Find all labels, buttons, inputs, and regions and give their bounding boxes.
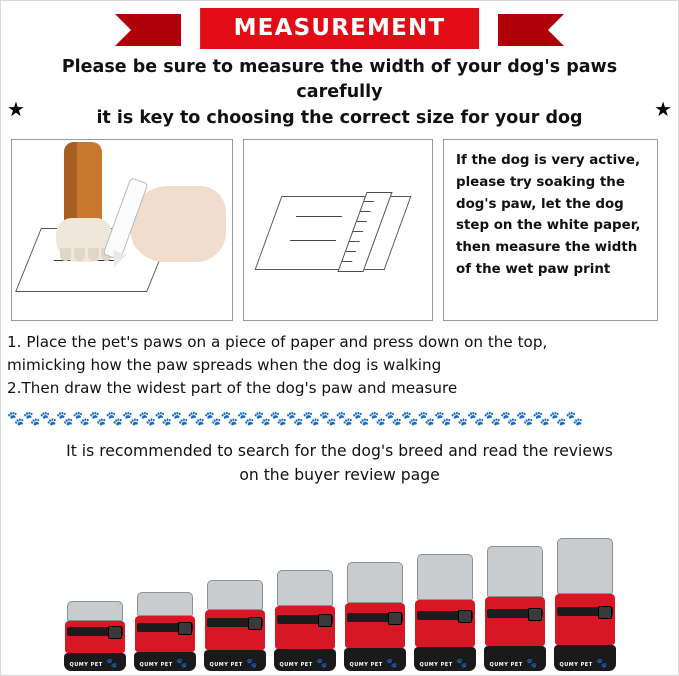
paw-toe-icon <box>88 248 99 261</box>
boot-product-image <box>484 546 546 671</box>
panel-ruler-illustration <box>243 139 433 321</box>
brand-logo: QUMY PET <box>139 662 173 668</box>
boot-product-image <box>344 562 406 671</box>
banner <box>1 1 678 53</box>
instruction-steps <box>1 321 678 400</box>
boot-size-row <box>1 541 678 671</box>
boot-product-image <box>554 538 616 671</box>
paw-icon: 🐾 <box>596 659 608 669</box>
brand-logo: QUMY PET <box>209 662 243 668</box>
paw-icon: 🐾 <box>176 659 188 669</box>
ribbon-tail-right <box>498 14 564 46</box>
paw-width-line <box>296 216 342 217</box>
paw-icon: 🐾 <box>456 659 468 669</box>
step-2: 2.Then draw the widest part of the dog's paw and measure <box>7 379 458 398</box>
boot-product-image <box>414 554 476 671</box>
brand-logo: QUMY PET <box>419 662 453 668</box>
star-icon-right: ★ <box>654 97 672 121</box>
recommendation-line-2: on the buyer review page <box>239 465 440 484</box>
recommendation-line-1: It is recommended to search for the dog's breed and read the reviews <box>66 442 613 461</box>
brand-logo: QUMY PET <box>489 662 523 668</box>
boot-product-image <box>64 601 126 671</box>
panel-row <box>1 131 678 321</box>
step-1-line-1: 1. Place the pet's paws on a piece of paper and press down on the top, <box>7 333 548 352</box>
paw-icon: 🐾 <box>386 659 398 669</box>
paw-icon: 🐾 <box>316 659 328 669</box>
banner-title: MEASUREMENT <box>200 5 480 52</box>
ribbon-tail-left <box>115 14 181 46</box>
boot-product-image <box>274 570 336 671</box>
panel-paw-tracing-illustration <box>11 139 233 321</box>
dog-leg-shading <box>64 142 77 228</box>
headline <box>1 55 678 131</box>
boot-product-image <box>134 592 196 671</box>
paw-icon: 🐾 <box>526 659 538 669</box>
paw-icon: 🐾 <box>246 659 258 669</box>
paw-toe-icon <box>74 248 85 261</box>
brand-logo: QUMY PET <box>559 662 593 668</box>
star-icon-left: ★ <box>7 97 25 121</box>
boot-product-image <box>204 580 266 671</box>
panel-tip-text: If the dog is very active, please try soaking the dog's paw, let the dog step on the white paper, then measure the width of the wet paw print <box>443 139 658 321</box>
paw-width-line <box>290 240 336 241</box>
headline-line-2: it is key to choosing the correct size for your dog <box>96 107 583 128</box>
brand-logo: QUMY PET <box>69 662 103 668</box>
paw-toe-icon <box>60 248 71 261</box>
brand-logo: QUMY PET <box>279 662 313 668</box>
headline-line-1: Please be sure to measure the width of your dog's paws carefully <box>61 57 618 103</box>
recommendation-text <box>1 432 678 487</box>
step-1-line-2: mimicking how the paw spreads when the dog is walking <box>7 356 442 375</box>
paper-sheet-icon <box>255 196 412 270</box>
paw-print-divider: 🐾🐾🐾🐾🐾🐾🐾🐾🐾🐾🐾🐾🐾🐾🐾🐾🐾🐾🐾🐾🐾🐾🐾🐾🐾🐾🐾🐾🐾🐾🐾🐾🐾🐾🐾 <box>7 411 583 428</box>
paw-icon: 🐾 <box>106 659 118 669</box>
brand-logo: QUMY PET <box>349 662 383 668</box>
